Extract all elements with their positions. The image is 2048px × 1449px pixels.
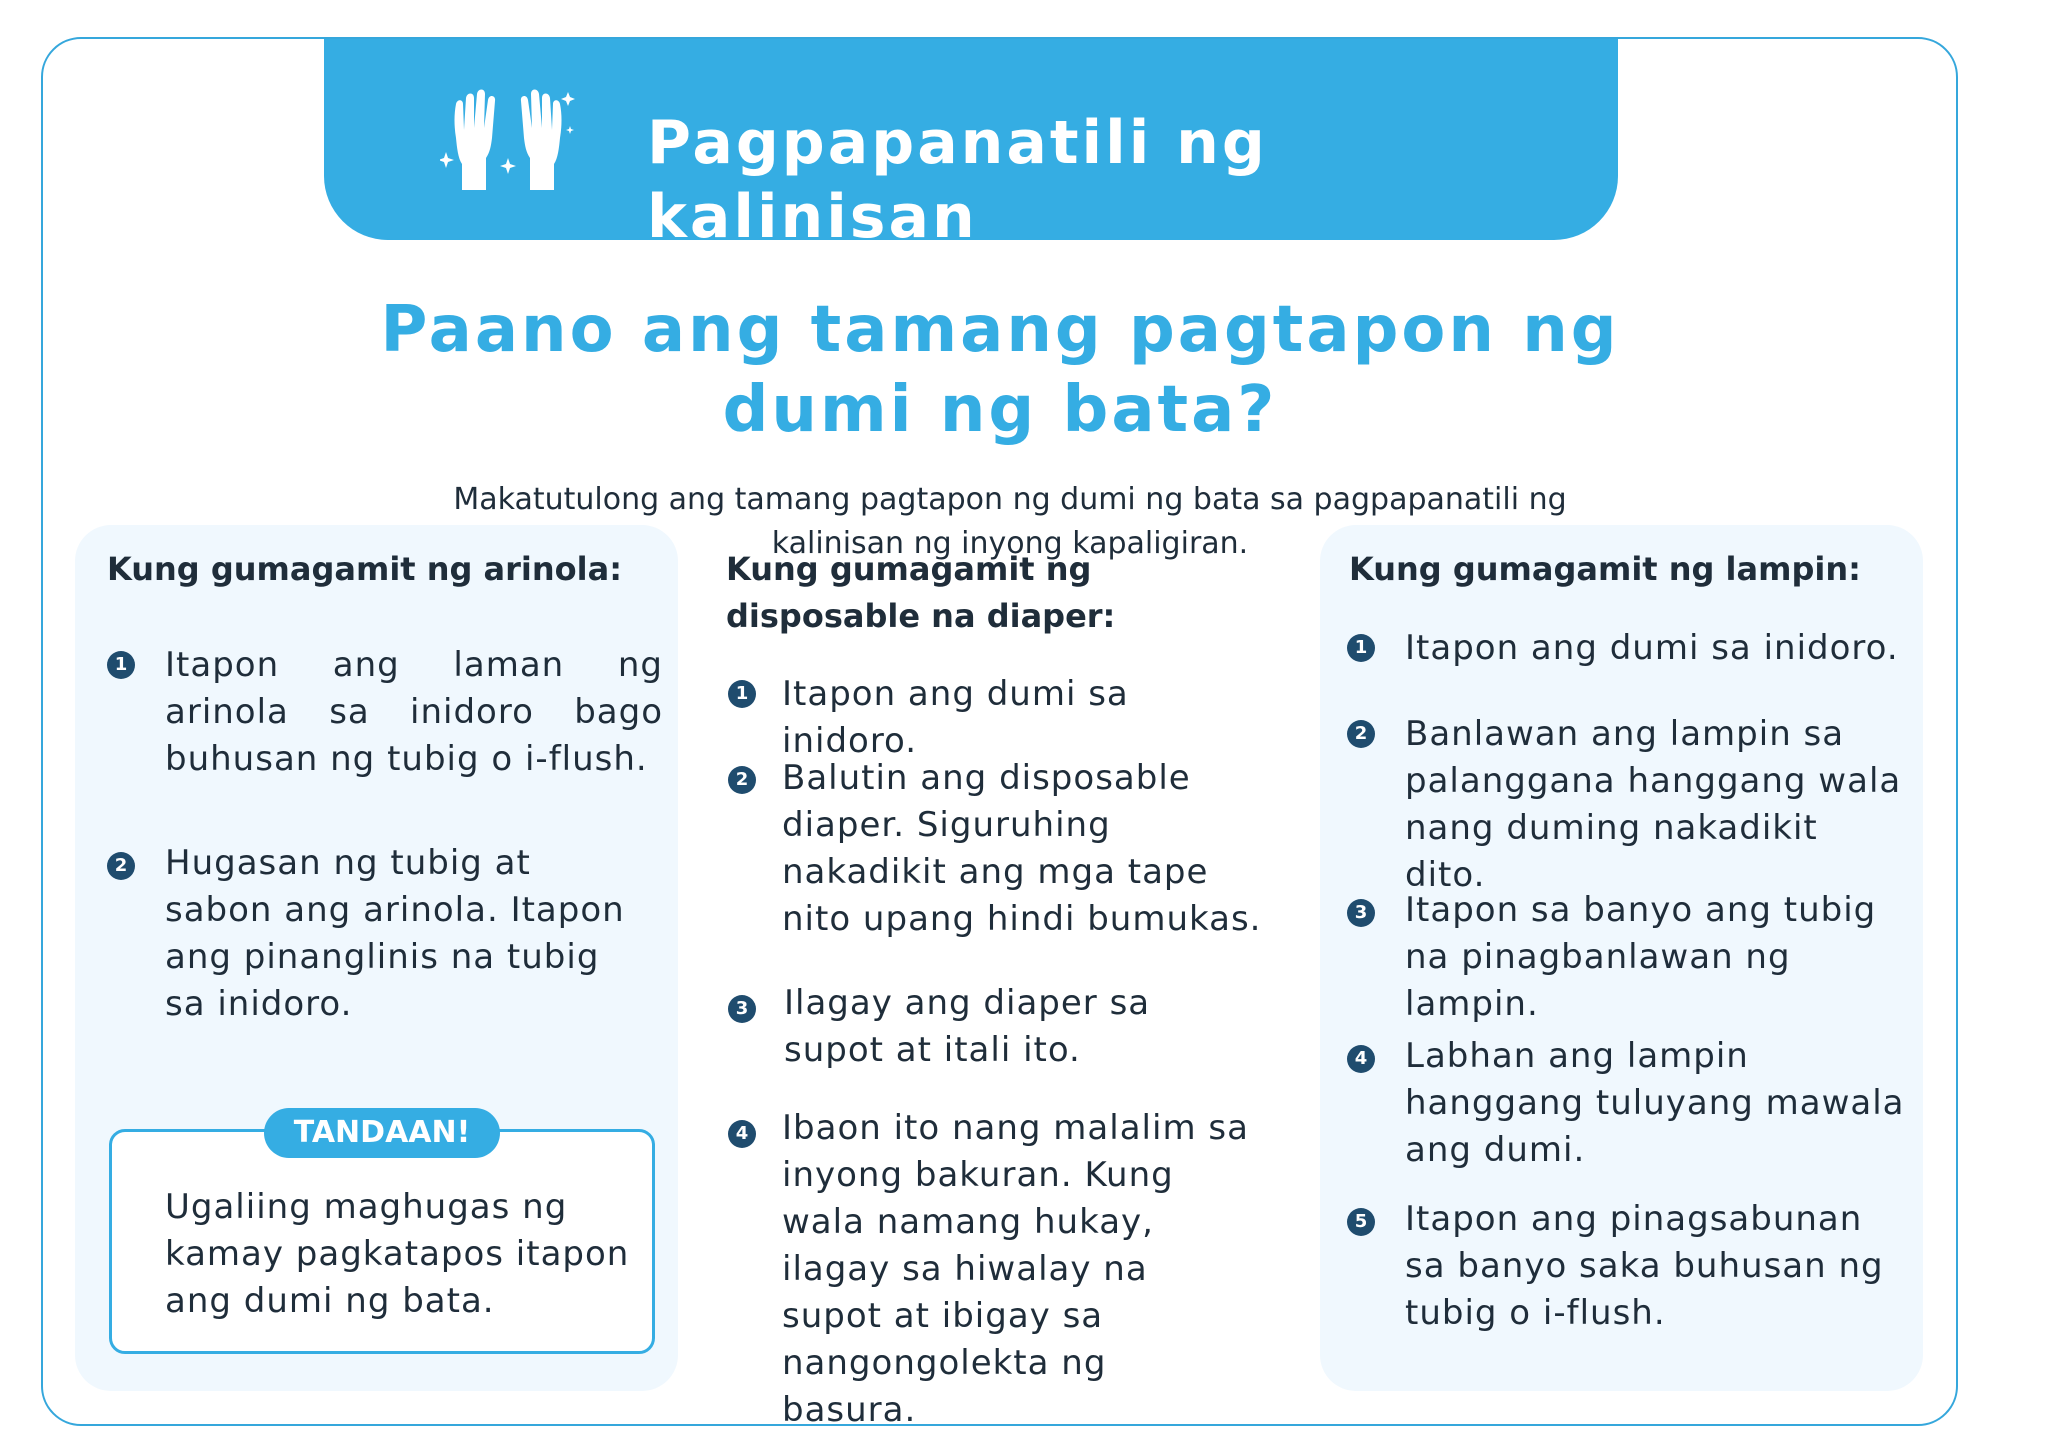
- step-number-badge: 1: [107, 651, 135, 679]
- step-number-badge: 2: [1347, 720, 1375, 748]
- step-number-badge: 2: [107, 852, 135, 880]
- step-number-badge: 1: [728, 680, 756, 708]
- step-number-badge: 2: [728, 766, 756, 794]
- step-text: Ilagay ang diaper sa supot at itali ito.: [784, 983, 1151, 1070]
- column-heading-lampin: Kung gumagamit ng lampin:: [1349, 550, 1861, 588]
- step-text: Banlawan ang lampin sa palanggana hanggang wala nang duming nakadikit dito.: [1405, 714, 1902, 895]
- step-text: Ibaon ito nang malalim sa inyong bakuran. Kung wala namang hukay, ilagay sa hiwalay na supot at ibigay sa nangongolekta ng basura.: [782, 1108, 1249, 1430]
- step-text: Itapon ang laman ng arinola sa inidoro bago buhusan ng tubig o i-flush.: [165, 645, 663, 779]
- reminder-badge: TANDAAN!: [264, 1108, 500, 1158]
- step-number-badge: 4: [1347, 1045, 1375, 1073]
- step-text: Itapon ang dumi sa inidoro.: [1405, 628, 1899, 668]
- step-text: Itapon sa banyo ang tubig na pinagbanlawan ng lampin.: [1405, 890, 1877, 1024]
- step-text: Labhan ang lampin hanggang tuluyang mawala ang dumi.: [1405, 1036, 1905, 1170]
- step-text: Itapon ang pinagsabunan sa banyo saka buhusan ng tubig o i-flush.: [1405, 1199, 1884, 1333]
- intro-paragraph: Makatutulong ang tamang pagtapon ng dumi ng bata sa pagpapanatili ng kalinisan ng inyong kapaligiran.: [453, 482, 1567, 561]
- step-number-badge: 3: [728, 995, 756, 1023]
- step-text: Balutin ang disposable diaper. Siguruhing nakadikit ang mga tape nito upang hindi bumukas.: [782, 758, 1262, 939]
- header-title: Pagpapanatili ng kalinisan: [647, 108, 1268, 252]
- clean-hands-icon: [440, 86, 576, 198]
- reminder-text: Ugaliing maghugas ng kamay pagkatapos itapon ang dumi ng bata.: [165, 1187, 630, 1321]
- step-number-badge: 3: [1347, 899, 1375, 927]
- page-title: Paano ang tamang pagtapon ng dumi ng bata?: [380, 293, 1620, 447]
- column-heading-arinola: Kung gumagamit ng arinola:: [107, 550, 623, 588]
- step-text: Hugasan ng tubig at sabon ang arinola. Itapon ang pinanglinis na tubig sa inidoro.: [165, 843, 625, 1024]
- column-heading-diaper: Kung gumagamit ng disposable na diaper:: [726, 550, 1116, 635]
- step-text: Itapon ang dumi sa inidoro.: [782, 674, 1129, 761]
- step-number-badge: 1: [1347, 634, 1375, 662]
- step-number-badge: 4: [728, 1120, 756, 1148]
- step-number-badge: 5: [1347, 1208, 1375, 1236]
